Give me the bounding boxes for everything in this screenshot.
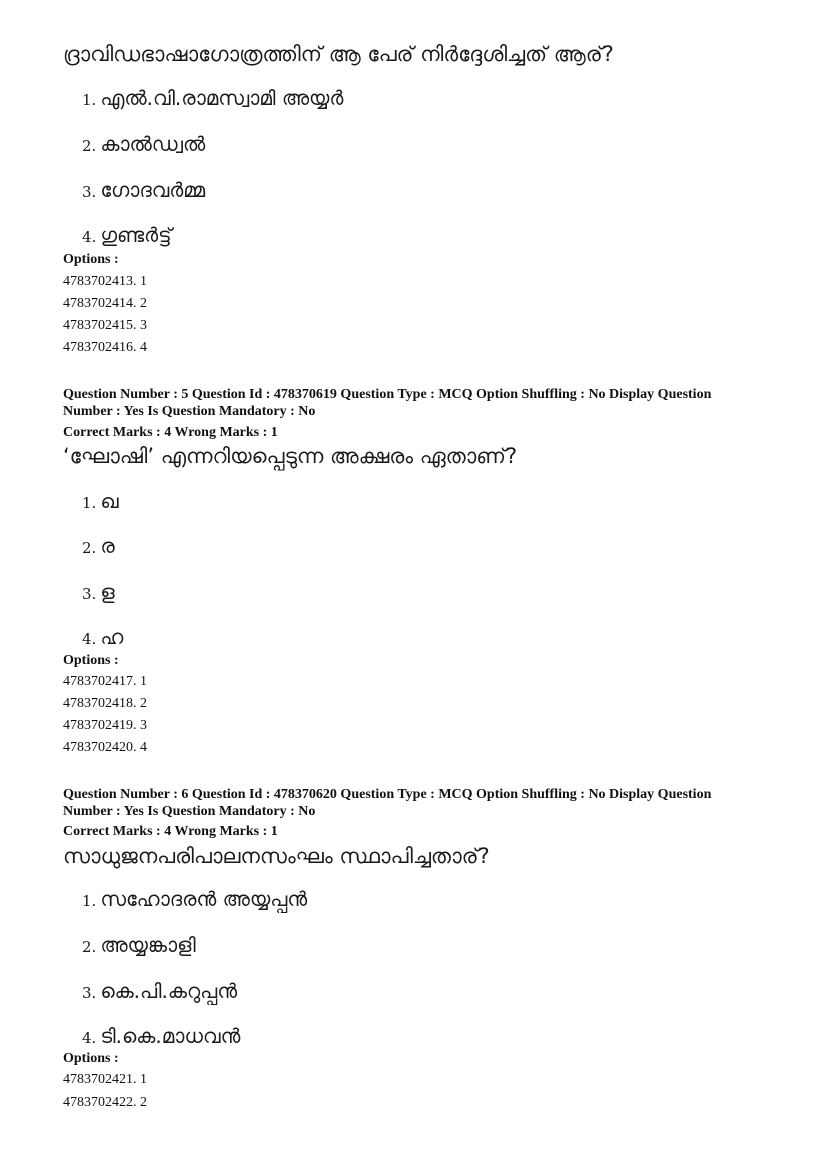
q6-meta-line-2: Number : Yes Is Question Mandatory : No <box>63 804 316 819</box>
q5-question-text: ‘ഘോഷി’ എന്നറിയപ്പെടുന്ന അക്ഷരം ഏതാണ്? <box>63 444 518 468</box>
q4-option-2-text: കാൽഡ്വൽ <box>100 132 206 156</box>
q5-option-id-1: 4783702417. 1 <box>63 674 147 689</box>
q6-option-1 <box>82 886 307 914</box>
q5-option-3 <box>82 579 115 607</box>
q6-option-4-number: 4. <box>82 1029 97 1047</box>
q4-option-id-2: 4783702414. 2 <box>63 296 147 311</box>
q6-option-id-1: 4783702421. 1 <box>63 1072 147 1087</box>
q5-option-3-number: 3. <box>82 585 97 603</box>
q5-option-3-text: ള <box>100 580 115 604</box>
q6-option-3 <box>82 978 237 1006</box>
q6-option-1-text: സഹോദരൻ അയ്യപ്പൻ <box>100 887 308 911</box>
q4-option-3 <box>82 177 205 205</box>
q5-options-label: Options : <box>63 653 119 668</box>
q6-option-2-text: അയ്യങ്കാളി <box>100 933 196 957</box>
q4-option-id-3: 4783702415. 3 <box>63 318 147 333</box>
q5-option-2-number: 2. <box>82 539 97 557</box>
q4-option-3-text: ഗോദവർമ്മ <box>100 178 206 202</box>
q5-option-4-text: ഹ <box>100 625 124 649</box>
q5-option-1-text: ഖ <box>100 489 119 513</box>
q6-option-4 <box>82 1023 240 1051</box>
q6-option-2 <box>82 932 196 960</box>
q5-option-4 <box>82 624 123 652</box>
q5-meta-line-2: Number : Yes Is Question Mandatory : No <box>63 404 316 419</box>
q4-option-1 <box>82 85 343 113</box>
q6-option-id-2: 4783702422. 2 <box>63 1095 147 1110</box>
q6-question-text: സാധുജനപരിപാലനസംഘം സ്ഥാപിച്ചതാര്? <box>63 844 490 868</box>
q6-options-label: Options : <box>63 1051 119 1066</box>
q4-option-1-number: 1. <box>82 91 97 109</box>
q4-option-3-number: 3. <box>82 183 97 201</box>
q5-option-id-2: 4783702418. 2 <box>63 696 147 711</box>
q4-option-id-4: 4783702416. 4 <box>63 340 147 355</box>
q5-option-id-4: 4783702420. 4 <box>63 740 147 755</box>
q4-option-1-text: എൽ.വി.രാമസ്വാമി അയ്യർ <box>100 86 344 110</box>
q5-option-1 <box>82 488 119 516</box>
q5-marks: Correct Marks : 4 Wrong Marks : 1 <box>63 425 278 440</box>
q6-marks: Correct Marks : 4 Wrong Marks : 1 <box>63 824 278 839</box>
q4-option-2-number: 2. <box>82 137 97 155</box>
q5-option-id-3: 4783702419. 3 <box>63 718 147 733</box>
q4-option-id-1: 4783702413. 1 <box>63 274 147 289</box>
q4-option-2 <box>82 131 205 159</box>
q6-option-4-text: ടി.കെ.മാധവൻ <box>100 1024 241 1048</box>
q5-option-4-number: 4. <box>82 630 97 648</box>
q4-question-text: ദ്രാവിഡഭാഷാഗോത്രത്തിന് ആ പേര് നിർദ്ദേശിച്ചത് ആര്? <box>63 42 614 66</box>
q4-option-4-number: 4. <box>82 228 97 246</box>
q5-meta-line-1: Question Number : 5 Question Id : 478370619 Question Type : MCQ Option Shuffling : No Display Question <box>63 387 712 402</box>
q6-option-2-number: 2. <box>82 938 97 956</box>
q5-option-1-number: 1. <box>82 494 97 512</box>
q6-option-1-number: 1. <box>82 892 97 910</box>
q4-option-4 <box>82 222 172 250</box>
q6-option-3-text: കെ.പി.കറുപ്പൻ <box>100 979 238 1003</box>
q6-option-3-number: 3. <box>82 984 97 1002</box>
q6-meta-line-1: Question Number : 6 Question Id : 478370620 Question Type : MCQ Option Shuffling : No Display Question <box>63 787 712 802</box>
q5-option-2 <box>82 533 115 561</box>
q5-option-2-text: ര <box>100 534 115 558</box>
q4-option-4-text: ഗുണ്ടർട്ട് <box>100 223 172 247</box>
q4-options-label: Options : <box>63 252 119 267</box>
